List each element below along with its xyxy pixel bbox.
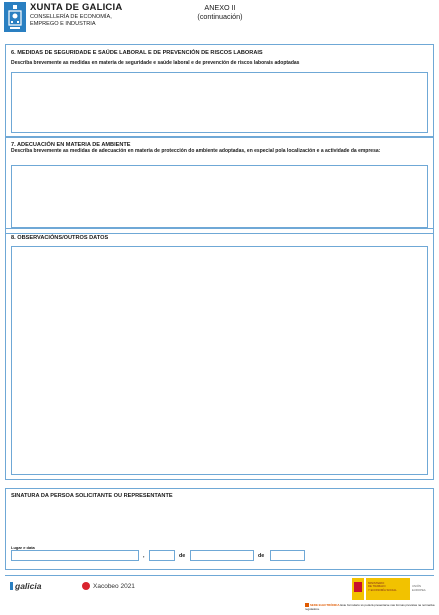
annex-heading [180,3,260,21]
ministry-logo [352,578,434,600]
section-environment-description: Describa brevemente as medidas de adecuación en materia de protección do ambiente adoptadas, en especial pola localización e a actividade da empresa: [11,148,381,154]
signature-title: SINATURA DA PERSOA SOLICITANTE OU REPRESENTANTE [11,493,173,499]
comma-separator: , [143,553,145,559]
page-header [0,0,439,40]
eu-label: UNIÓN EUROPEA [412,584,426,592]
galicia-logo-text: galicia [15,581,42,591]
annex-subtitle: (continuación) [197,12,243,21]
department-line-1: CONSELLERÍA DE ECONOMÍA, [30,14,112,20]
place-input[interactable] [11,550,139,561]
date-separator-de-1: de [179,553,186,559]
xunta-shield-icon [4,2,26,32]
safety-measures-field[interactable] [11,72,428,133]
ministry-text [368,582,408,592]
ministry-line-1: MINISTERIO [368,581,385,585]
department-line-2: EMPREGO E INDUSTRIA [30,21,96,27]
xacobeo-logo-text: Xacobeo 2021 [93,583,135,590]
section-safety-title: 6. MEDIDAS DE SEGURIDADE E SAÚDE LABORAL E DE PREVENCIÓN DE RISCOS LABORAIS [11,50,263,56]
observations-field[interactable] [11,246,428,475]
year-input[interactable] [270,550,305,561]
spain-coat-of-arms-icon [352,578,364,600]
xacobeo-sun-icon [82,582,90,590]
annex-title: ANEXO II [204,3,236,12]
place-date-label: Lugar e data [11,545,35,550]
verification-text: Este formulario só poderá presentarse nas formas previstas na normativa reguladora. [305,603,435,611]
org-name: XUNTA DE GALICIA [30,2,123,13]
verification-brand: SEDE ELECTRÓNICA [310,603,340,607]
galicia-bar-icon [10,582,13,590]
section-environment [5,136,434,234]
section-safety-description: Describa brevemente as medidas en materia de seguridade e saúde laboral e de prevención de riscos laborais adoptadas [11,60,300,66]
month-input[interactable] [190,550,254,561]
xacobeo-logo [82,582,135,590]
section-safety [5,44,434,138]
day-input[interactable] [149,550,175,561]
section-observations [5,228,434,480]
ministry-line-3: Y ECONOMÍA SOCIAL [368,587,397,592]
page-footer [0,575,439,615]
footer-divider [5,575,434,576]
section-signature [5,488,434,570]
section-observations-title: 8. OBSERVACIÓNS/OUTROS DATOS [11,235,109,241]
date-separator-de-2: de [258,553,265,559]
environment-measures-field[interactable] [11,165,428,228]
galicia-logo [10,581,41,591]
verification-note [305,603,435,611]
ministry-line-2: DE TRABAJO [368,584,386,589]
section-environment-title: 7. ADECUACIÓN EN MATERIA DE AMBIENTE [11,142,131,148]
department-name [30,14,160,28]
